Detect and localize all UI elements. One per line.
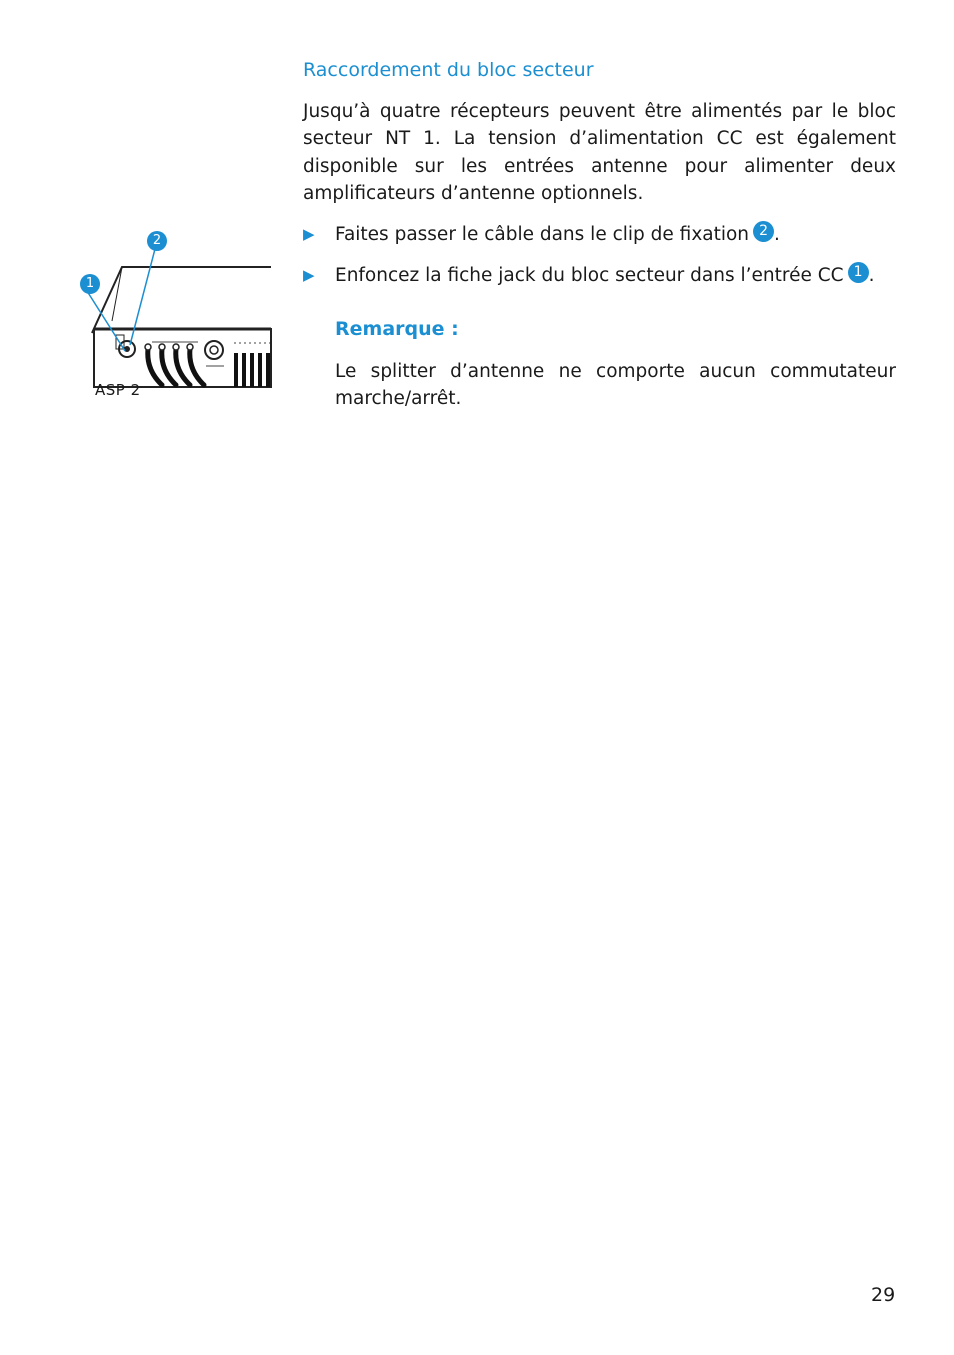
figure-caption: ASP 2 xyxy=(95,381,141,399)
callout-badge-2: 2 xyxy=(753,221,774,242)
instruction-step-1 xyxy=(303,221,780,248)
step-1-suffix: . xyxy=(774,224,780,245)
section-title: Raccordement du bloc secteur xyxy=(303,59,594,81)
step-2-suffix: . xyxy=(868,265,875,286)
page-number: 29 xyxy=(871,1284,896,1306)
device-illustration xyxy=(70,225,275,405)
triangle-bullet-icon: ▶ xyxy=(303,266,315,284)
note-text: Le splitter d’antenne ne comporte aucun commutateur marche/arrêt. xyxy=(335,361,896,409)
callout-label-1: 1 xyxy=(85,276,95,291)
step-1-text: Faites passer le câble dans le clip de fixation xyxy=(335,224,750,245)
callout-badge-1: 1 xyxy=(848,262,869,283)
instruction-step-2 xyxy=(303,262,874,289)
note-title: Remarque : xyxy=(335,318,459,340)
step-2-text: Enfoncez la fiche jack du bloc secteur dans l’entrée CC xyxy=(335,265,844,286)
callout-label-2: 2 xyxy=(152,233,162,248)
triangle-bullet-icon: ▶ xyxy=(303,225,315,243)
intro-paragraph: Jusqu’à quatre récepteurs peuvent être alimentés par le bloc secteur NT 1. La tension d’alimentation CC est également disponible sur les entrées antenne pour alimenter deux amplificateurs d’antenne optionnels. xyxy=(303,101,896,204)
asp2-rear-panel-drawing xyxy=(70,225,275,405)
